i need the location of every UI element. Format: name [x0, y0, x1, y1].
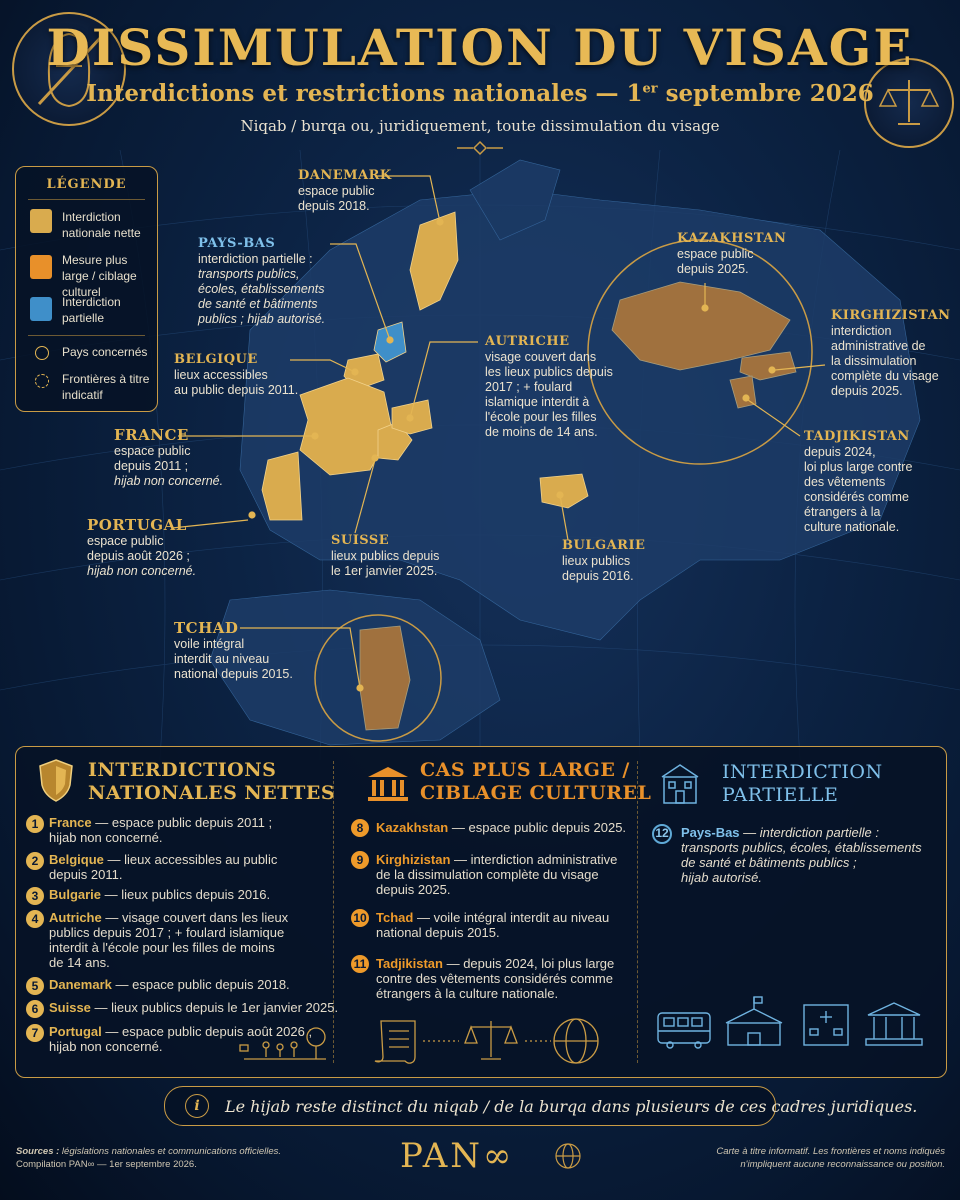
legend-swatch-large	[30, 255, 52, 279]
item-country: Belgique	[49, 852, 104, 867]
item-line: hijab autorisé.	[681, 870, 762, 885]
disclaimer-line: Carte à titre informatif. Les frontières et noms indiqués	[716, 1146, 945, 1157]
info-icon: i	[185, 1094, 209, 1118]
annotation-line: espace public	[677, 247, 754, 261]
item-line: — lieux publics depuis 2016.	[104, 887, 271, 902]
column-title-line: CIBLAGE CULTUREL	[420, 782, 652, 804]
country-name: PAYS-BAS	[198, 236, 276, 251]
annotation-bulgarie	[562, 538, 645, 584]
item-line: publics depuis 2017 ; + foulard islamique	[49, 925, 285, 940]
institution-building-icon	[366, 765, 410, 803]
page-tagline: Niqab / burqa ou, juridiquement, toute dissimulation du visage	[240, 117, 720, 135]
country-name: PORTUGAL	[87, 516, 187, 534]
annotation-line: loi plus large contre	[804, 460, 913, 474]
list-item-kirghizistan	[376, 852, 617, 897]
ornament-divider-icon	[455, 140, 505, 156]
annotation-line: le 1er janvier 2025.	[331, 564, 438, 578]
country-name: FRANCE	[114, 426, 189, 444]
item-country: Kirghizistan	[376, 852, 451, 867]
compilation-text: Compilation PAN∞ — 1er septembre 2026.	[16, 1159, 197, 1170]
item-country: Pays-Bas	[681, 825, 740, 840]
legend-divider-2	[28, 335, 145, 336]
annotation-line: depuis 2025.	[831, 384, 903, 398]
item-country: Suisse	[49, 1000, 91, 1015]
list-item-tchad	[376, 910, 609, 940]
annotation-portugal	[87, 518, 196, 579]
annotation-line: transports publics,	[198, 267, 300, 281]
list-item-tadjikistan	[376, 956, 614, 1001]
item-line: hijab non concerné.	[49, 1039, 163, 1054]
list-item-belgique	[49, 852, 277, 882]
annotation-line: des vêtements	[804, 475, 886, 489]
globe-icon	[554, 1142, 582, 1170]
item-number-badge: 1	[26, 815, 44, 833]
item-country: France	[49, 815, 92, 830]
list-item-bulgarie	[49, 887, 270, 902]
annotation-line: administrative de	[831, 339, 926, 353]
annotation-line: depuis août 2026 ;	[87, 549, 190, 563]
subtitle-date: septembre 2026	[657, 80, 874, 107]
annotation-line: islamique interdit à	[485, 395, 590, 409]
annotation-line: interdit au niveau	[174, 652, 270, 666]
column-title-partielle	[722, 761, 883, 807]
annotation-line: les lieux publics depuis	[485, 365, 613, 379]
public-space-people-icon	[236, 1023, 328, 1063]
annotation-tadjikistan	[804, 429, 912, 535]
annotation-line: interdiction partielle :	[198, 252, 313, 266]
item-line: — lieux accessibles au public	[107, 852, 278, 867]
annotation-line: lieux publics depuis	[331, 549, 440, 563]
annotation-line: hijab non concerné.	[87, 564, 197, 578]
legend-marker-dashed-icon	[35, 374, 49, 388]
country-name: TADJIKISTAN	[804, 429, 910, 444]
item-line: — depuis 2024, loi plus large	[446, 956, 615, 971]
legend-marker-circle-icon	[35, 346, 49, 360]
annotation-suisse	[331, 533, 439, 579]
item-country: Portugal	[49, 1024, 102, 1039]
page-subtitle	[0, 80, 960, 107]
item-number-badge: 5	[26, 977, 44, 995]
item-number-badge: 2	[26, 852, 44, 870]
column-title-line: CAS PLUS LARGE /	[420, 759, 630, 781]
disclaimer-line: n'impliquent aucune reconnaissance ou position.	[740, 1159, 945, 1170]
item-number-badge: 6	[26, 1000, 44, 1018]
annotation-line: hijab non concerné.	[114, 474, 224, 488]
annotation-line: 2017 ; + foulard	[485, 380, 573, 394]
legend-label-large: Mesure plus large / ciblage culturel	[62, 253, 137, 299]
annotation-line: lieux publics	[562, 554, 631, 568]
column-title-line: INTERDICTIONS	[88, 759, 277, 781]
annotation-line: visage couvert dans	[485, 350, 597, 364]
list-item-france	[49, 815, 272, 845]
item-line: — espace public depuis 2018.	[115, 977, 290, 992]
page-title: DISSIMULATION DU VISAGE	[46, 18, 914, 77]
country-name: AUTRICHE	[485, 334, 570, 349]
legend-title: LÉGENDE	[46, 177, 127, 192]
annotation-line: depuis 2018.	[298, 199, 370, 213]
item-line: — lieux publics depuis le 1er janvier 2025.	[94, 1000, 339, 1015]
annotation-line: espace public	[87, 534, 164, 548]
annotation-tchad	[174, 621, 293, 682]
item-country: Tchad	[376, 910, 414, 925]
item-country: Bulgarie	[49, 887, 102, 902]
item-line: — espace public depuis 2025.	[451, 820, 627, 835]
item-number-badge: 10	[351, 909, 369, 927]
item-line: depuis 2025.	[376, 882, 451, 897]
legend-divider	[28, 199, 145, 200]
item-line: — interdiction administrative	[454, 852, 618, 867]
annotation-line: voile intégral	[174, 637, 245, 651]
list-item-danemark	[49, 977, 290, 992]
item-line: de 14 ans.	[49, 955, 110, 970]
item-country: Autriche	[49, 910, 102, 925]
annotation-kazakhstan	[677, 231, 786, 277]
public-buildings-icons	[654, 993, 936, 1053]
column-title-line: PARTIELLE	[722, 784, 839, 806]
footer-sources	[16, 1145, 281, 1171]
legend-label-partielle: Interdiction partielle	[62, 295, 121, 325]
annotation-line: depuis 2016.	[562, 569, 634, 583]
annotation-danemark	[298, 168, 392, 214]
subtitle-text: Interdictions et restrictions nationales — 1	[86, 80, 643, 107]
annotation-belgique	[174, 352, 298, 398]
annotation-paysbas	[198, 236, 325, 327]
column-title-large	[420, 759, 651, 805]
item-line: — visage couvert dans les lieux	[105, 910, 289, 925]
country-name: KAZAKHSTAN	[677, 231, 787, 246]
annotation-line: depuis 2011 ;	[114, 459, 189, 473]
item-line: depuis 2011.	[49, 867, 123, 882]
item-number-badge: 9	[351, 851, 369, 869]
annotation-line: considérés comme	[804, 490, 909, 504]
item-number-badge: 12	[652, 824, 672, 844]
list-item-kazakhstan	[376, 820, 626, 835]
annotation-line: de moins de 14 ans.	[485, 425, 598, 439]
annotation-line: étrangers à la	[804, 505, 881, 519]
legend-label-pays: Pays concernés	[62, 345, 148, 359]
item-line: national depuis 2015.	[376, 925, 500, 940]
list-item-suisse	[49, 1000, 338, 1015]
column-title-nettes	[88, 759, 335, 805]
annotation-line: publics ; hijab autorisé.	[198, 312, 326, 326]
country-name: BULGARIE	[562, 538, 646, 553]
item-line: — espace public depuis 2011 ;	[95, 815, 273, 830]
country-name: TCHAD	[174, 619, 239, 637]
annotation-line: complète du visage	[831, 369, 939, 383]
annotation-line: espace public	[114, 444, 191, 458]
annotation-line: l'école pour les filles	[485, 410, 597, 424]
building-icon	[656, 761, 704, 807]
footer-disclaimer	[700, 1145, 945, 1171]
annotation-line: écoles, établissements	[198, 282, 325, 296]
column-title-line: NATIONALES NETTES	[88, 782, 336, 804]
column-divider	[637, 761, 638, 1063]
annotation-line: national depuis 2015.	[174, 667, 293, 681]
annotation-line: interdiction	[831, 324, 892, 338]
item-line: transports publics, écoles, établissements	[681, 840, 922, 855]
annotation-line: au public depuis 2011.	[174, 383, 299, 397]
annotation-line: de santé et bâtiments	[198, 297, 318, 311]
list-item-autriche	[49, 910, 288, 970]
legend-swatch-nette	[30, 209, 52, 233]
annotation-line: la dissimulation	[831, 354, 917, 368]
item-country: Danemark	[49, 977, 112, 992]
column-divider	[333, 761, 334, 1063]
list-item-paysbas	[681, 825, 922, 885]
item-line: — interdiction partielle :	[743, 825, 880, 840]
map-legend	[15, 166, 158, 412]
item-line: étrangers à la culture nationale.	[376, 986, 559, 1001]
annotation-line: culture nationale.	[804, 520, 900, 534]
item-number-badge: 8	[351, 819, 369, 837]
legend-label-nette: Interdiction nationale nette	[62, 210, 141, 240]
country-name: KIRGHIZISTAN	[831, 308, 951, 323]
item-line: — voile intégral interdit au niveau	[416, 910, 610, 925]
annotation-line: espace public	[298, 184, 375, 198]
annotation-france	[114, 428, 223, 489]
annotation-line: depuis 2025.	[677, 262, 749, 276]
summary-panel	[15, 746, 947, 1078]
item-number-badge: 3	[26, 887, 44, 905]
annotation-autriche	[485, 334, 613, 440]
item-line: contre des vêtements considérés comme	[376, 971, 613, 986]
item-line: interdit à l'école pour les filles de moins	[49, 940, 275, 955]
item-country: Kazakhstan	[376, 820, 449, 835]
note-text: Le hijab reste distinct du niqab / de la burqa dans plusieurs de ces cadres juridiques.	[225, 1097, 918, 1116]
country-name: SUISSE	[331, 533, 390, 548]
hijab-note-banner	[164, 1086, 918, 1126]
item-country: Tadjikistan	[376, 956, 443, 971]
column-title-line: INTERDICTION	[722, 761, 883, 783]
law-culture-icons	[371, 1011, 611, 1071]
item-line: — espace public depuis août 2026 ;	[105, 1024, 313, 1039]
shield-icon	[36, 757, 76, 803]
country-name: BELGIQUE	[174, 352, 258, 367]
brand-logo: PAN∞	[400, 1136, 515, 1176]
item-line: hijab non concerné.	[49, 830, 163, 845]
item-line: de la dissimulation complète du visage	[376, 867, 599, 882]
sources-text: législations nationales et communications officielles.	[59, 1146, 282, 1157]
sources-label: Sources :	[16, 1146, 60, 1157]
legend-swatch-partielle	[30, 297, 52, 321]
annotation-kirghizistan	[831, 308, 951, 399]
annotation-line: depuis 2024,	[804, 445, 876, 459]
subtitle-superscript: er	[642, 81, 658, 97]
item-number-badge: 7	[26, 1024, 44, 1042]
item-number-badge: 4	[26, 910, 44, 928]
item-number-badge: 11	[351, 955, 369, 973]
item-line: de santé et bâtiments publics ;	[681, 855, 857, 870]
legend-label-frontieres: Frontières à titre indicatif	[62, 372, 150, 402]
annotation-line: lieux accessibles	[174, 368, 268, 382]
country-name: DANEMARK	[298, 168, 392, 183]
